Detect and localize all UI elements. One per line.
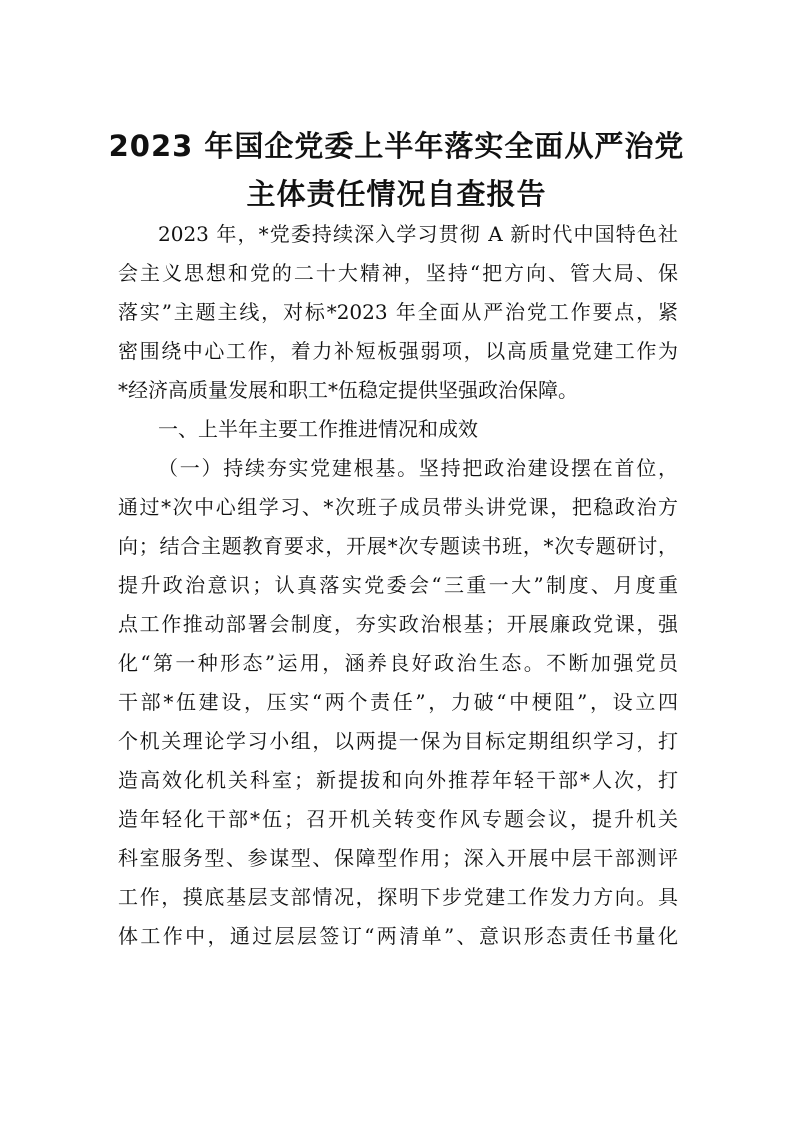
paragraph-line: 密围绕中心工作，着力补短板强弱项，以高质量党建工作为 <box>118 339 678 363</box>
paragraph-line: 向；结合主题教育要求，开展*次专题读书班，*次专题研讨， <box>118 534 678 558</box>
paragraph-line: 提升政治意识；认真落实党委会“三重一大”制度、月度重 <box>118 573 678 597</box>
paragraph-line: 会主义思想和党的二十大精神，坚持“把方向、管大局、保 <box>118 261 678 285</box>
paragraph-line: 干部*伍建设，压实“两个责任”，力破“中梗阻”，设立四 <box>118 690 678 714</box>
paragraph-line: 化“第一种形态”运用，涵养良好政治生态。不断加强党员 <box>118 651 678 675</box>
paragraph-line: 造高效化机关科室；新提拔和向外推荐年轻干部*人次，打 <box>118 768 678 792</box>
paragraph-line: （一）持续夯实党建根基。坚持把政治建设摆在首位， <box>158 456 678 480</box>
paragraph-line: 个机关理论学习小组，以两提一保为目标定期组织学习，打 <box>118 729 678 753</box>
paragraph-line: 科室服务型、参谋型、保障型作用；深入开展中层干部测评 <box>118 846 678 870</box>
paragraph-line: 点工作推动部署会制度，夯实政治根基；开展廉政党课，强 <box>118 612 678 636</box>
paragraph-line: 2023 年，*党委持续深入学习贯彻 A 新时代中国特色社 <box>158 222 678 246</box>
document-title-line-2: 主体责任情况自查报告 <box>246 177 547 211</box>
section-heading: 一、上半年主要工作推进情况和成效 <box>158 417 478 441</box>
paragraph-line: 工作，摸底基层支部情况，探明下步党建工作发力方向。具 <box>118 885 678 909</box>
paragraph-line: 造年轻化干部*伍；召开机关转变作风专题会议，提升机关 <box>118 807 678 831</box>
document-title-line-1: 2023 年国企党委上半年落实全面从严治党 <box>108 129 685 163</box>
paragraph-line: 体工作中，通过层层签订“两清单”、意识形态责任书量化 <box>118 924 678 948</box>
paragraph-line: 落实”主题主线，对标*2023 年全面从严治党工作要点，紧 <box>118 300 678 324</box>
paragraph-line: *经济高质量发展和职工*伍稳定提供坚强政治保障。 <box>118 378 578 402</box>
paragraph-line: 通过*次中心组学习、*次班子成员带头讲党课，把稳政治方 <box>118 495 678 519</box>
